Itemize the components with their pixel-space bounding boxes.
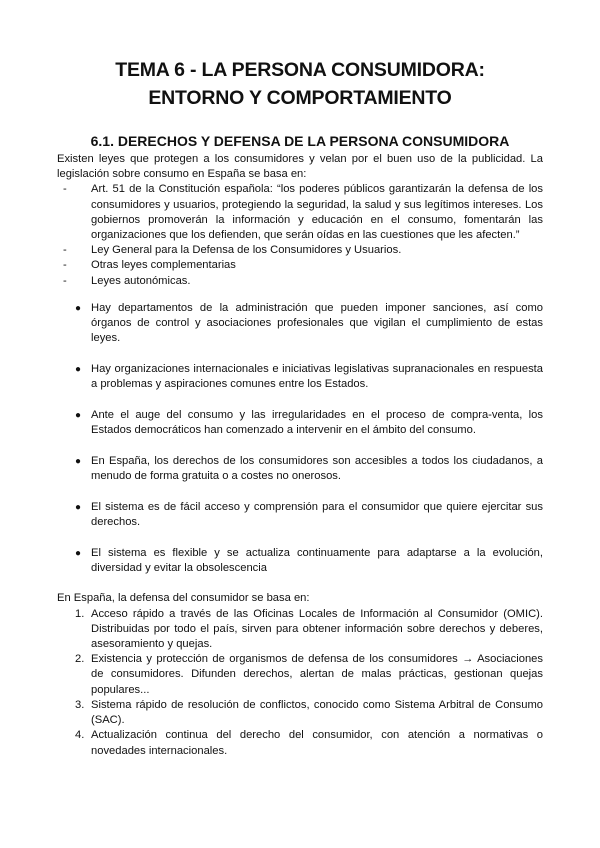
- bullet-icon: ●: [75, 547, 82, 559]
- bullet-icon: ●: [75, 409, 82, 421]
- bullet-icon: ●: [75, 455, 82, 467]
- title-line-2: ENTORNO Y COMPORTAMIENTO: [148, 87, 452, 109]
- list-item: 1. Acceso rápido a través de las Oficinas Locales de Información al Consumidor (OMIC). Distribuidas por todo el país, sirven para obtener información sobre derechos y deberes, asesoramiento y quejas.: [75, 607, 543, 651]
- list-item: ● En España, los derechos de los consumidores son accesibles a todos los ciudadanos, a menudo de forma gratuita o a costes no onerosos.: [75, 454, 543, 482]
- list-item: ● Ante el auge del consumo y las irregularidades en el proceso de compra-venta, los Estados democráticos han comenzado a intervenir en el ámbito del consumo.: [75, 408, 543, 437]
- dash-marker: -: [63, 259, 67, 272]
- section-heading: 6.1. DERECHOS Y DEFENSA DE LA PERSONA CONSUMIDORA: [90, 133, 510, 149]
- list-item: - Art. 51 de la Constitución española: “los poderes públicos garantizarán la defensa de los consumidores y usuarios, protegiendo la seguridad, la salud y sus legítimos intereses. Los gobiernos promoverán la información y educación en el consumo, fomentarán las organizaciones que los defienden, que serán oídas en las cuestiones que les afecten.”: [63, 183, 543, 242]
- bullet-icon: ●: [75, 363, 82, 375]
- dash-marker: -: [63, 183, 67, 196]
- list-item: ● El sistema es de fácil acceso y comprensión para el consumidor que quiere ejercitar sus derechos.: [75, 500, 543, 528]
- list-item: 3. Sistema rápido de resolución de conflictos, conocido como Sistema Arbitral de Consumo (SAC).: [75, 698, 543, 727]
- list-item: 4. Actualización continua del derecho del consumidor, con atención a normativas o novedades internacionales.: [75, 729, 543, 757]
- dash-marker: -: [63, 274, 67, 287]
- bullet-list: [57, 301, 543, 576]
- list-item: - Otras leyes complementarias: [57, 258, 543, 273]
- bullet-icon: ●: [75, 501, 82, 513]
- item-number: 4.: [75, 729, 85, 742]
- list-item: - Leyes autonómicas.: [57, 274, 543, 289]
- dash-marker: -: [63, 244, 67, 257]
- item-number: 3.: [75, 698, 85, 711]
- intro-paragraph: Existen leyes que protegen a los consumidores y velan por el buen uso de la publicidad. La legislación sobre consumo en España se basa en:: [57, 153, 543, 181]
- document-page: [57, 56, 543, 759]
- legislation-list: [57, 182, 543, 288]
- item-number: 2.: [75, 653, 85, 666]
- numbered-list: [57, 607, 543, 759]
- bullet-icon: ●: [75, 302, 82, 314]
- list-item: - Ley General para la Defensa de los Consumidores y Usuarios.: [57, 243, 543, 258]
- title-line-1: TEMA 6 - LA PERSONA CONSUMIDORA:: [115, 59, 485, 81]
- defense-intro: En España, la defensa del consumidor se basa en:: [57, 592, 310, 605]
- item-number: 1.: [75, 607, 85, 620]
- list-item: 2. Existencia y protección de organismos de defensa de los consumidores → Asociaciones de consumidores. Difunden derechos, alertan de malas prácticas, gestionan quejas populares...: [75, 653, 543, 696]
- list-item: ● Hay organizaciones internacionales e iniciativas legislativas supranacionales en respuesta a problemas y aspiraciones comunes entre los Estados.: [75, 362, 543, 391]
- list-item: ● Hay departamentos de la administración que pueden imponer sanciones, así como órganos de control y asociaciones profesionales que vigilan el cumplimiento de estas leyes.: [75, 301, 543, 345]
- page-title: [57, 56, 543, 112]
- list-item: ● El sistema es flexible y se actualiza continuamente para adaptarse a la evolución, diversidad y evitar la obsolescencia: [75, 546, 543, 574]
